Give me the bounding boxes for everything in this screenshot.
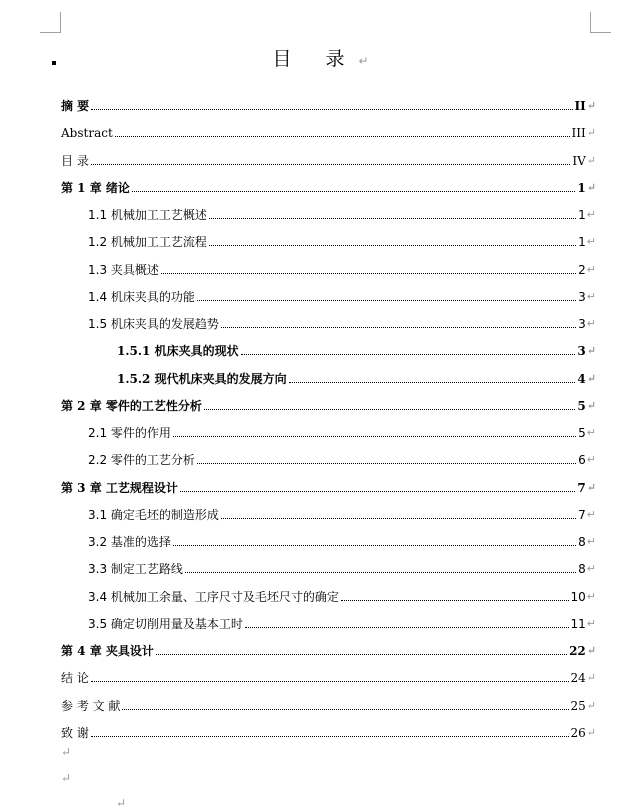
- paragraph-return-icon: ↵: [586, 480, 596, 494]
- toc-leader-dots: [289, 381, 576, 383]
- toc-entry-page-number: IV: [572, 153, 586, 168]
- toc-leader-dots: [91, 108, 572, 110]
- toc-entry-label: 参 考 文 献: [61, 698, 121, 713]
- toc-entry-page-number: II: [574, 99, 586, 113]
- toc-entry-label: 1.3 夹具概述: [88, 262, 159, 277]
- toc-entry-page-number: 2: [578, 262, 586, 277]
- empty-paragraph-return-icon: ↵: [61, 745, 72, 759]
- toc-leader-dots: [197, 299, 576, 301]
- toc-leader-dots: [221, 517, 576, 519]
- toc-entry-page-number: 3: [578, 289, 586, 304]
- paragraph-return-icon: ↵: [586, 153, 596, 167]
- toc-entry[interactable]: [88, 502, 596, 522]
- toc-entry[interactable]: [61, 93, 596, 113]
- toc-leader-dots: [241, 353, 576, 355]
- toc-entry-label: 1.4 机床夹具的功能: [88, 289, 195, 304]
- toc-entry-page-number: 1: [577, 180, 586, 195]
- toc-entry[interactable]: [61, 120, 596, 140]
- paragraph-return-icon: ↵: [586, 453, 596, 467]
- toc-entry-label: 第 2 章 零件的工艺性分析: [61, 398, 202, 413]
- toc-leader-dots: [204, 408, 576, 410]
- toc-entry-page-number: 10: [570, 589, 586, 604]
- paragraph-return-icon: ↵: [358, 54, 369, 68]
- paragraph-return-icon: ↵: [586, 289, 596, 303]
- toc-entry[interactable]: [61, 665, 596, 685]
- toc-leader-dots: [209, 244, 576, 246]
- toc-entry-label: 目 录: [61, 153, 89, 168]
- toc-entry-page-number: 22: [569, 644, 586, 658]
- paragraph-return-icon: ↵: [586, 99, 596, 112]
- toc-entry-label: 第 1 章 绪论: [61, 180, 130, 195]
- paragraph-return-icon: ↵: [586, 344, 596, 358]
- paragraph-return-icon: ↵: [586, 698, 596, 712]
- toc-entry-label: 致 谢: [61, 725, 89, 740]
- toc-entry[interactable]: [88, 611, 596, 631]
- toc-entry-page-number: 7: [577, 480, 586, 495]
- toc-leader-dots: [221, 326, 576, 328]
- paragraph-return-icon: ↵: [586, 616, 596, 630]
- toc-entry-label: 3.1 确定毛坯的制造形成: [88, 507, 219, 522]
- toc-entry-page-number: III: [571, 126, 586, 141]
- paragraph-return-icon: ↵: [586, 725, 596, 739]
- paragraph-return-icon: ↵: [586, 235, 596, 249]
- toc-entry-page-number: 4: [577, 371, 586, 386]
- empty-paragraph-return-icon: ↵: [61, 771, 72, 785]
- toc-entry[interactable]: [117, 338, 596, 358]
- toc-entry-page-number: 1: [578, 208, 586, 222]
- page-corner-top-right: [590, 12, 611, 33]
- toc-entry[interactable]: [88, 229, 596, 249]
- toc-entry[interactable]: [61, 638, 596, 658]
- toc-entry-page-number: 6: [578, 453, 586, 468]
- paragraph-return-icon: ↵: [586, 126, 596, 140]
- toc-leader-dots: [161, 272, 576, 274]
- toc-entry-label: Abstract: [61, 126, 113, 141]
- toc-leader-dots: [173, 544, 576, 546]
- toc-entry-label: 1.1 机械加工工艺概述: [88, 208, 207, 222]
- toc-entry[interactable]: [88, 556, 596, 576]
- toc-leader-dots: [180, 490, 576, 492]
- paragraph-return-icon: ↵: [586, 507, 596, 521]
- paragraph-return-icon: ↵: [586, 371, 596, 385]
- toc-entry-page-number: 3: [577, 344, 586, 359]
- paragraph-return-icon: ↵: [586, 398, 596, 412]
- page-corner-top-left: [40, 12, 61, 33]
- toc-entry-page-number: 8: [578, 562, 586, 577]
- paragraph-return-icon: ↵: [586, 671, 596, 685]
- toc-entry-page-number: 26: [570, 725, 586, 740]
- toc-entry[interactable]: [88, 447, 596, 467]
- toc-entry-page-number: 8: [578, 535, 586, 549]
- toc-entry-page-number: 5: [578, 426, 586, 440]
- toc-entry-label: 3.5 确定切削用量及基本工时: [88, 616, 243, 631]
- toc-entry-page-number: 1: [578, 235, 586, 250]
- paragraph-return-icon: ↵: [586, 562, 596, 576]
- toc-entry[interactable]: [61, 693, 596, 713]
- paragraph-return-icon: ↵: [586, 535, 596, 548]
- toc-entry[interactable]: [61, 475, 596, 495]
- paragraph-return-icon: ↵: [586, 180, 596, 194]
- toc-leader-dots: [122, 708, 568, 710]
- toc-entry[interactable]: [61, 720, 596, 740]
- toc-leader-dots: [173, 435, 576, 437]
- toc-entry[interactable]: [61, 148, 596, 168]
- paragraph-return-icon: ↵: [586, 208, 596, 221]
- toc-leader-dots: [91, 735, 569, 737]
- toc-entry[interactable]: [61, 393, 596, 413]
- paragraph-return-icon: ↵: [586, 589, 596, 603]
- toc-entry-label: 第 4 章 夹具设计: [61, 644, 154, 658]
- toc-entry-label: 1.2 机械加工工艺流程: [88, 235, 207, 250]
- toc-entry-label: 1.5 机床夹具的发展趋势: [88, 317, 219, 331]
- paragraph-return-icon: ↵: [586, 317, 596, 330]
- toc-entry[interactable]: [117, 366, 596, 386]
- toc-entry-page-number: 5: [577, 398, 586, 413]
- toc-entry-page-number: 25: [570, 698, 586, 713]
- toc-entry-label: 2.1 零件的作用: [88, 426, 171, 440]
- toc-entry-label: 3.3 制定工艺路线: [88, 562, 183, 577]
- title-text: 目 录: [272, 48, 359, 70]
- toc-entry-page-number: 11: [570, 616, 586, 631]
- toc-leader-dots: [341, 599, 569, 601]
- toc-leader-dots: [197, 462, 576, 464]
- toc-entry-label: 1.5.1 机床夹具的现状: [117, 344, 239, 359]
- toc-leader-dots: [91, 680, 569, 682]
- empty-paragraph-return-icon: ↵: [116, 796, 127, 810]
- toc-leader-dots: [132, 190, 576, 192]
- toc-entry-page-number: 24: [570, 671, 586, 686]
- paragraph-return-icon: ↵: [586, 644, 596, 657]
- toc-entry-page-number: 3: [578, 317, 586, 331]
- paragraph-return-icon: ↵: [586, 426, 596, 439]
- toc-entry[interactable]: [88, 257, 596, 277]
- toc-entry-label: 2.2 零件的工艺分析: [88, 453, 195, 468]
- toc-entry-label: 第 3 章 工艺规程设计: [61, 480, 178, 495]
- toc-leader-dots: [209, 217, 576, 219]
- toc-entry[interactable]: [88, 529, 596, 549]
- toc-entry[interactable]: [88, 311, 596, 331]
- toc-entry[interactable]: [61, 175, 596, 195]
- toc-entry-page-number: 7: [578, 507, 586, 522]
- toc-leader-dots: [91, 163, 571, 165]
- toc-entry[interactable]: [88, 584, 596, 604]
- toc-leader-dots: [245, 626, 569, 628]
- toc-entry-label: 摘 要: [61, 99, 90, 113]
- toc-entry-label: 结 论: [61, 671, 89, 686]
- toc-entry[interactable]: [88, 420, 596, 440]
- toc-leader-dots: [156, 653, 567, 655]
- toc-leader-dots: [185, 571, 576, 573]
- toc-entry[interactable]: [88, 202, 596, 222]
- toc-entry-label: 1.5.2 现代机床夹具的发展方向: [117, 371, 287, 386]
- paragraph-return-icon: ↵: [586, 262, 596, 276]
- toc-entry[interactable]: [88, 284, 596, 304]
- page-title: [0, 44, 641, 71]
- toc-leader-dots: [115, 135, 570, 137]
- toc-entry-label: 3.2 基准的选择: [88, 535, 171, 549]
- toc-entry-label: 3.4 机械加工余量、工序尺寸及毛坯尺寸的确定: [88, 589, 339, 604]
